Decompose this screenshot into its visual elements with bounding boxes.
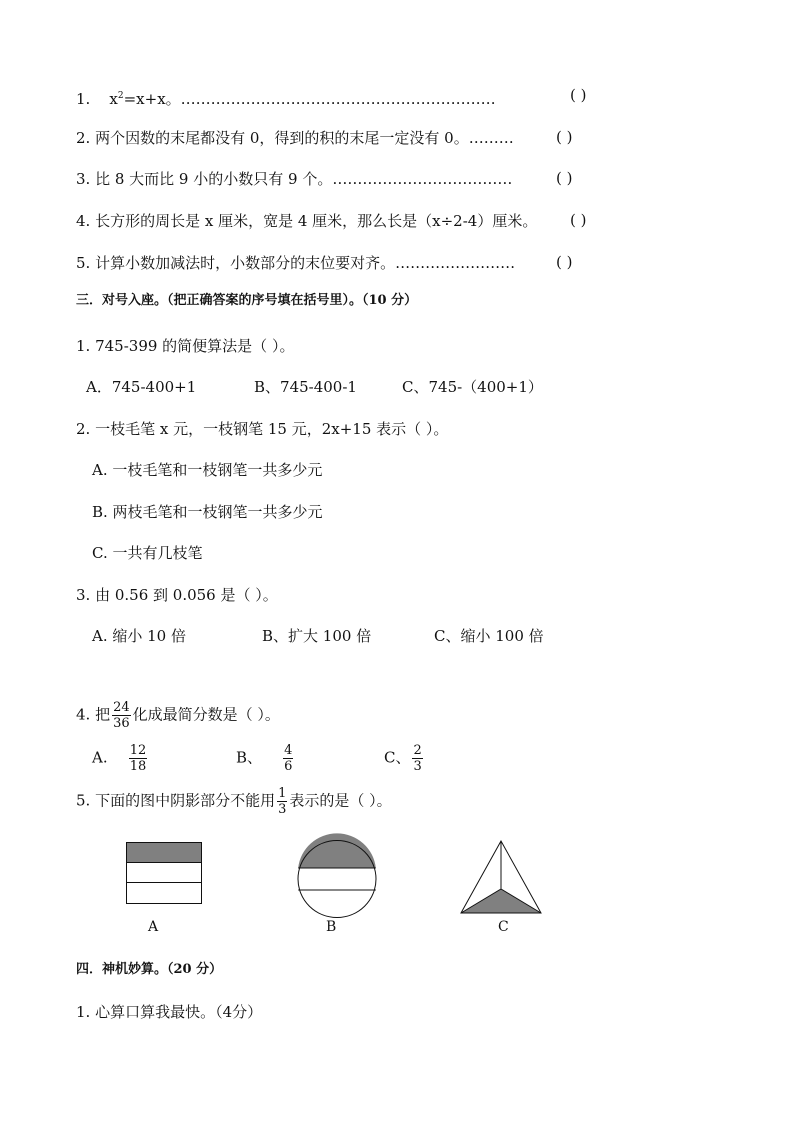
s3-q4-frac-num: 24 (113, 700, 130, 715)
s3-q3-option-b[interactable]: B、扩大 100 倍 (262, 627, 372, 645)
s3-q4-a-num: 12 (129, 743, 147, 758)
figure-a-label: A (148, 919, 159, 935)
judge-q1 (76, 86, 496, 109)
s3-q4-a-label: A. (92, 748, 108, 767)
s3-q4-c-fraction (412, 743, 422, 774)
s3-q4-c-den: 3 (413, 759, 422, 774)
s3-q2-option-c[interactable]: C. 一共有几枝笔 (92, 544, 203, 562)
judge-q4-answer-paren[interactable]: ( ) (570, 211, 587, 229)
judge-q2: 2. 两个因数的末尾都没有 0，得到的积的末尾一定没有 0。……… (76, 129, 514, 147)
s3-q4-c-label: C、 (384, 748, 411, 767)
section3-title: 三．对号入座。（把正确答案的序号填在括号里）。（10 分） (76, 293, 418, 308)
judge-q3: 3. 比 8 大而比 9 小的小数只有 9 个。……………………………… (76, 170, 513, 188)
figure-a-rectangle[interactable] (126, 842, 202, 904)
s3-q4 (76, 700, 280, 731)
s3-q4-c-num: 2 (413, 743, 422, 758)
judge-q1-dots: ……………………………………………………… (180, 90, 496, 108)
s3-q4-post: 化成最简分数是（ ）。 (132, 705, 280, 724)
figure-c-shaded-part (461, 889, 541, 913)
judge-q1-answer-paren[interactable]: ( ) (570, 86, 587, 104)
s3-q5 (76, 786, 392, 817)
figure-a-bottom-part (127, 883, 202, 904)
s3-q4-option-c[interactable] (384, 743, 425, 774)
s3-q2-option-b[interactable]: B. 两枝毛笔和一枝钢笔一共多少元 (92, 503, 323, 521)
figure-c-label: C (498, 919, 509, 935)
judge-q4: 4. 长方形的周长是 x 厘米，宽是 4 厘米，那么长是（x÷2-4）厘米。 (76, 212, 538, 230)
s3-q2-option-a[interactable]: A. 一枝毛笔和一枝钢笔一共多少元 (92, 461, 323, 479)
judge-q5-answer-paren[interactable]: ( ) (556, 253, 573, 271)
s3-q4-b-fraction (283, 743, 293, 774)
s3-q2: 2. 一枝毛笔 x 元，一枝钢笔 15 元，2x+15 表示（ ）。 (76, 420, 449, 438)
judge-q5: 5. 计算小数加减法时，小数部分的末位要对齐。…………………… (76, 254, 516, 272)
s3-q4-fraction (112, 700, 131, 731)
judge-q1-pre: x (109, 90, 118, 108)
s3-q3: 3. 由 0.56 到 0.056 是（ ）。 (76, 586, 278, 604)
s3-q4-b-num: 4 (284, 743, 293, 758)
figure-a-shaded-part (127, 843, 202, 863)
judge-q2-answer-paren[interactable]: ( ) (556, 128, 573, 146)
section4-title: 四．神机妙算。（20 分） (76, 962, 223, 977)
figure-c-triangle[interactable] (460, 840, 542, 914)
figure-a-middle-part (127, 863, 202, 883)
s3-q3-option-a[interactable]: A. 缩小 10 倍 (92, 627, 186, 645)
s3-q1-option-c[interactable]: C、745-（400+1） (402, 378, 543, 396)
s4-q1: 1. 心算口算我最快。（4分） (76, 1003, 263, 1021)
figure-b-circle[interactable] (296, 840, 378, 918)
s3-q5-frac-num: 1 (278, 786, 287, 801)
s3-q5-post: 表示的是（ ）。 (289, 791, 392, 810)
judge-q3-answer-paren[interactable]: ( ) (556, 169, 573, 187)
s3-q5-pre: 5. 下面的图中阴影部分不能用 (76, 791, 276, 810)
judge-q1-post: =x+x。 (123, 90, 181, 108)
s3-q1-option-b[interactable]: B、745-400-1 (254, 378, 357, 396)
figure-b-label: B (326, 919, 337, 935)
judge-q1-sup: 2 (117, 91, 124, 101)
s3-q4-b-label: B、 (236, 748, 263, 767)
s3-q4-pre: 4. 把 (76, 705, 111, 724)
s3-q4-a-den: 18 (129, 759, 147, 774)
s3-q4-option-a[interactable] (92, 743, 149, 774)
s3-q4-b-den: 6 (284, 759, 293, 774)
s3-q5-fraction (277, 786, 287, 817)
s3-q1-option-a[interactable]: A．745-400+1 (86, 378, 197, 396)
s3-q5-frac-den: 3 (278, 802, 287, 817)
s3-q4-frac-den: 36 (113, 716, 130, 731)
s3-q4-a-fraction (129, 743, 148, 774)
s3-q3-option-c[interactable]: C、缩小 100 倍 (434, 627, 544, 645)
s3-q4-option-b[interactable] (236, 743, 295, 774)
s3-q1: 1. 745-399 的简便算法是（ ）。 (76, 337, 295, 355)
judge-q1-num: 1. (76, 90, 91, 108)
